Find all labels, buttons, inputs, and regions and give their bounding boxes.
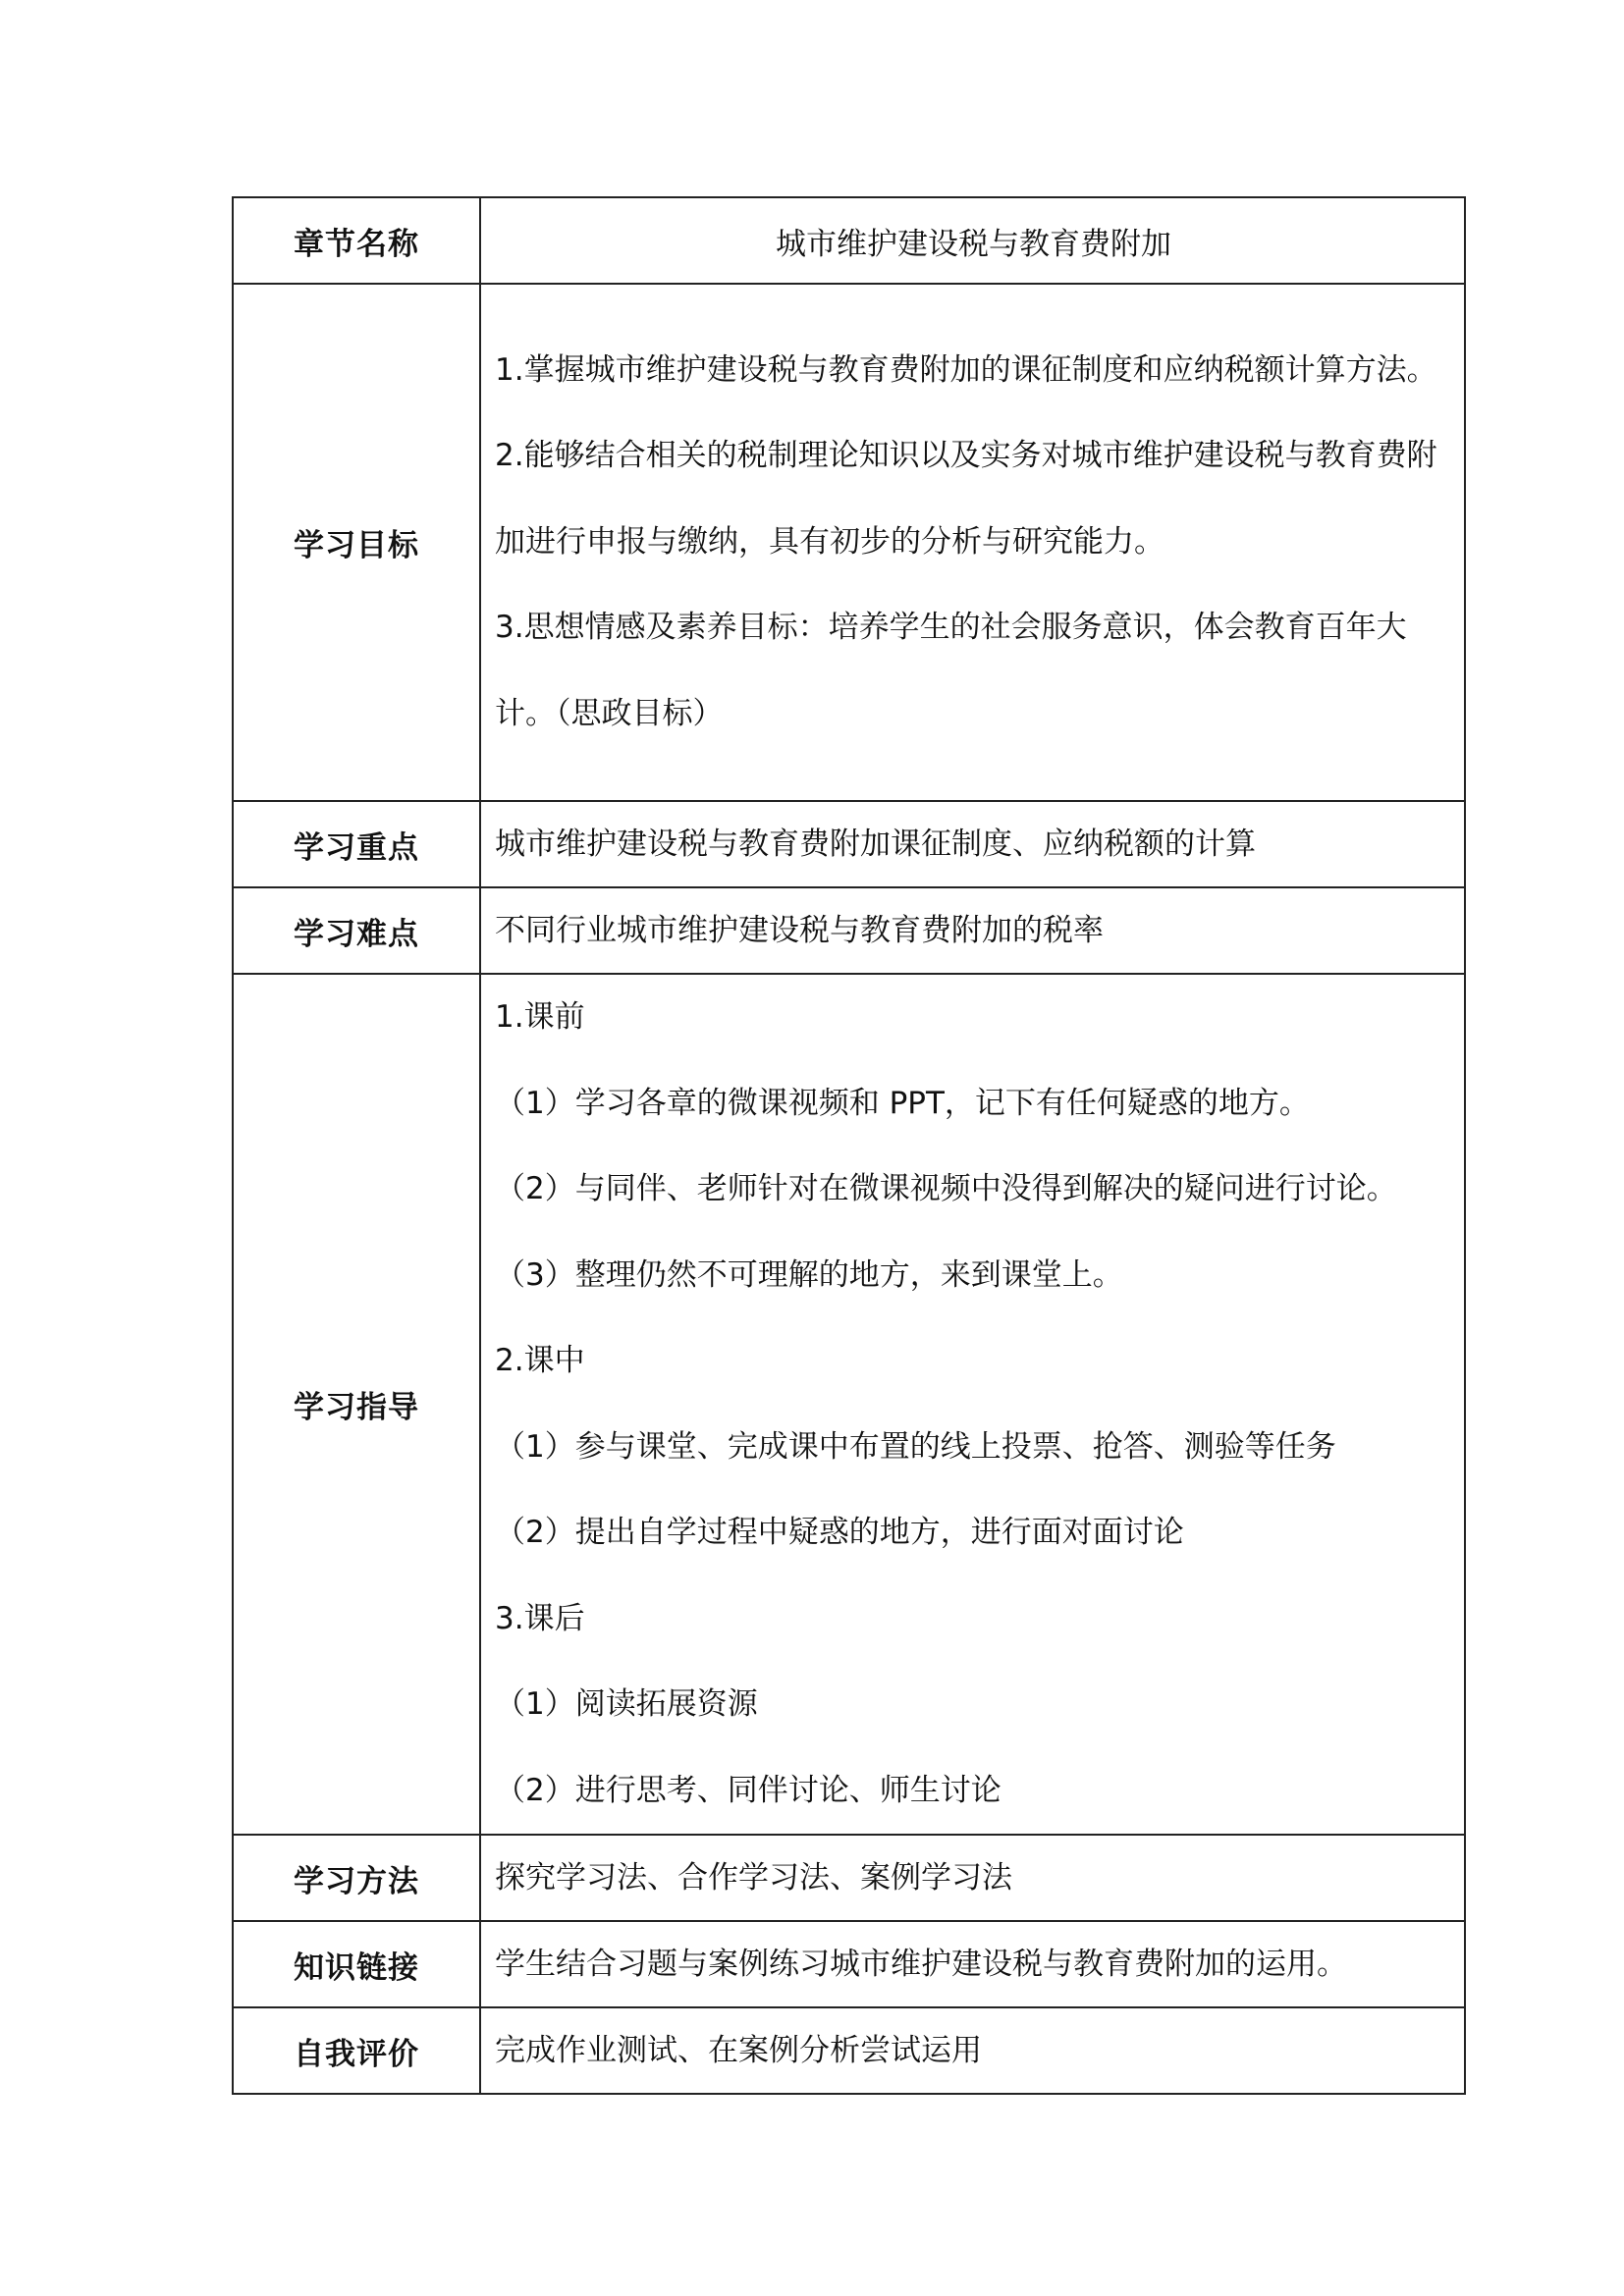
guidance-line: （3）整理仍然不可理解的地方，来到课堂上。 [495,1256,1123,1293]
guidance-line: （2）进行思考、同伴讨论、师生讨论 [495,1772,1001,1808]
methods-value: 探究学习法、合作学习法、案例学习法 [480,1835,1465,1921]
course-info-table [232,196,1466,2095]
row-guidance [233,974,1465,1835]
guidance-line: 2.课中 [495,1343,585,1378]
difficulties-value: 不同行业城市维护建设税与教育费附加的税率 [480,887,1465,974]
row-links [233,1921,1465,2007]
objectives-content [480,284,1465,801]
chapter-label: 章节名称 [233,197,480,284]
guidance-label: 学习指导 [233,974,480,1835]
key-points-label: 学习重点 [233,801,480,887]
row-self-eval [233,2007,1465,2094]
objective-item: 3.思想情感及素养目标：培养学生的社会服务意识，体会教育百年大计。（思政目标） [495,610,1407,731]
methods-label: 学习方法 [233,1835,480,1921]
self-eval-value: 完成作业测试、在案例分析尝试运用 [480,2007,1465,2094]
row-difficulties [233,887,1465,974]
row-chapter [233,197,1465,284]
links-label: 知识链接 [233,1921,480,2007]
row-objectives [233,284,1465,801]
guidance-content [480,974,1465,1835]
chapter-value: 城市维护建设税与教育费附加 [480,197,1465,284]
guidance-line: （1）阅读拓展资源 [495,1686,758,1722]
self-eval-label: 自我评价 [233,2007,480,2094]
guidance-line: （1）学习各章的微课视频和 PPT，记下有任何疑惑的地方。 [495,1085,1310,1121]
objective-item: 1.掌握城市维护建设税与教育费附加的课征制度和应纳税额计算方法。 [495,351,1437,388]
guidance-line: （2）与同伴、老师针对在微课视频中没得到解决的疑问进行讨论。 [495,1171,1397,1206]
difficulties-label: 学习难点 [233,887,480,974]
row-key-points [233,801,1465,887]
objective-item: 2.能够结合相关的税制理论知识以及实务对城市维护建设税与教育费附加进行申报与缴纳，具有初步的分析与研究能力。 [495,438,1437,560]
row-methods [233,1835,1465,1921]
guidance-line: （1）参与课堂、完成课中布置的线上投票、抢答、测验等任务 [495,1428,1336,1465]
guidance-line: 1.课前 [495,999,585,1035]
key-points-value: 城市维护建设税与教育费附加课征制度、应纳税额的计算 [480,801,1465,887]
objectives-label: 学习目标 [233,284,480,801]
links-value: 学生结合习题与案例练习城市维护建设税与教育费附加的运用。 [480,1921,1465,2007]
guidance-line: 3.课后 [495,1600,585,1636]
guidance-line: （2）提出自学过程中疑惑的地方，进行面对面讨论 [495,1515,1184,1550]
